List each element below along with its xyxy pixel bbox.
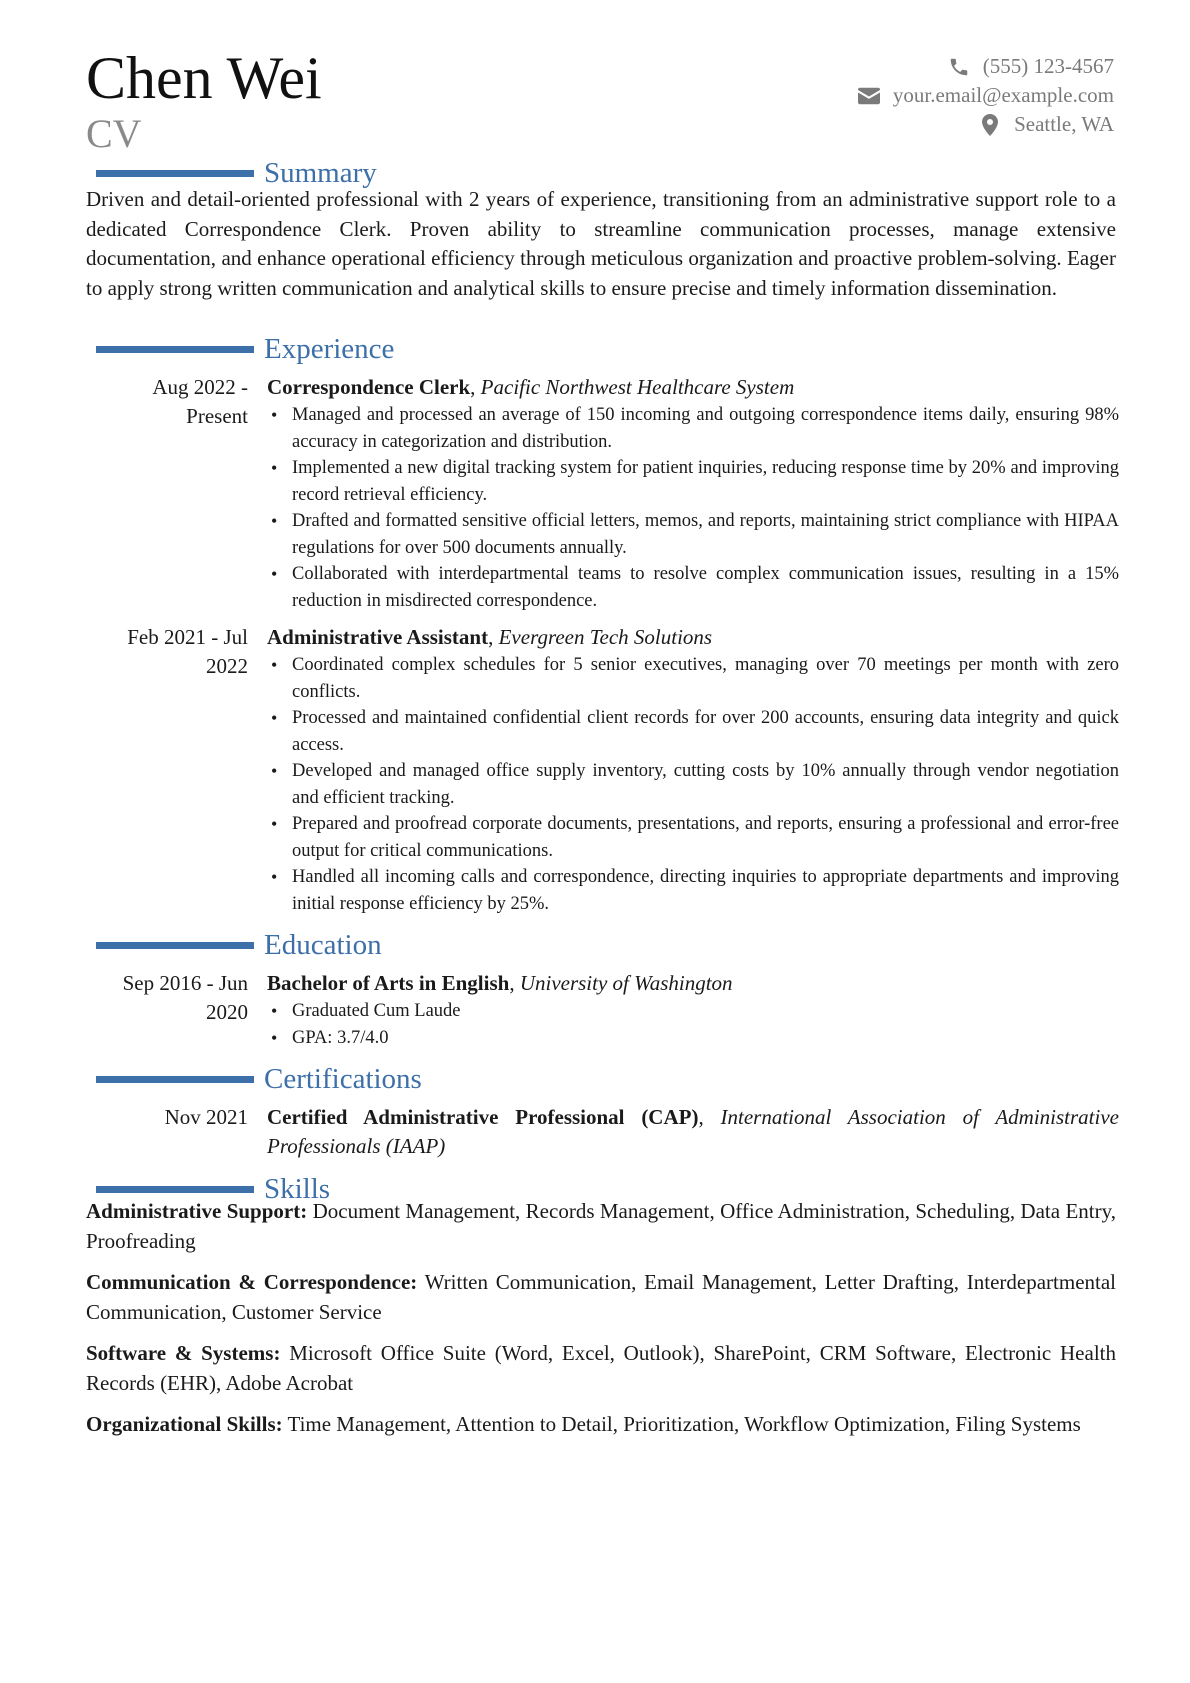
contact-email (694, 81, 1114, 110)
list-item: • Coordinated complex schedules for 5 senior executives, managing over 70 meetings per month with zero conflicts. (267, 652, 1119, 705)
section-title: Certifications (264, 1063, 422, 1095)
skill-group (86, 1197, 1116, 1256)
section-title: Summary (264, 157, 377, 189)
certification-title: Certified Administrative Professional (CAP) (267, 1105, 699, 1129)
entry-date: Aug 2022 - Present (152, 375, 248, 428)
entry-date: Feb 2021 - Jul 2022 (127, 625, 248, 678)
list-item: • Developed and managed office supply inventory, cutting costs by 10% annually through vendor negotiation and efficient tracking. (267, 758, 1119, 811)
title-separator: , (470, 375, 481, 399)
entry-body (267, 969, 1119, 1051)
skill-items: Time Management, Attention to Detail, Prioritization, Workflow Optimization, Filing Systems (282, 1412, 1081, 1436)
list-item: • Drafted and formatted sensitive official letters, memos, and reports, maintaining strict compliance with HIPAA regulations for over 500 documents annually. (267, 508, 1119, 561)
summary-text: Driven and detail-oriented professional with 2 years of experience, transitioning from an administrative support role to a dedicated Correspondence Clerk. Proven ability to streamline communication processes, manage extensive documentation, and enhance operational efficiency through meticulous organization and proactive problem-solving. Eager to apply strong written communication and analytical skills to ensure precise and timely information dissemination. (86, 187, 1116, 300)
skill-category: Administrative Support: (86, 1199, 308, 1223)
section-divider (96, 1076, 254, 1083)
contact-block (694, 52, 1114, 139)
title-separator: , (488, 625, 499, 649)
list-item: • Graduated Cum Laude (267, 998, 1119, 1025)
certifications-heading (96, 1061, 422, 1097)
entry-title (267, 1103, 1119, 1161)
entry-date: Nov 2021 (164, 1105, 248, 1129)
section-title: Education (264, 929, 382, 961)
list-item: • Implemented a new digital tracking system for patient inquiries, reducing response time by 20% and improving record retrieval efficiency. (267, 455, 1119, 508)
job-title: Administrative Assistant (267, 625, 489, 649)
email-address[interactable]: your.email@example.com (892, 83, 1114, 107)
skills-list (86, 1197, 1116, 1452)
organization: Pacific Northwest Healthcare System (480, 375, 795, 399)
section-divider (96, 170, 254, 177)
list-item: • Handled all incoming calls and correspondence, directing inquiries to appropriate departments and improving initial response efficiency by 25%. (267, 864, 1119, 917)
entry-body (267, 1103, 1119, 1161)
list-item: • Collaborated with interdepartmental teams to resolve complex communication issues, resulting in a 15% reduction in misdirected correspondence. (267, 561, 1119, 614)
skill-group (86, 1268, 1116, 1327)
entry-body (267, 623, 1119, 917)
entry-bullets (267, 998, 1119, 1051)
section-divider (96, 346, 254, 353)
list-item: • Managed and processed an average of 150 incoming and outgoing correspondence items daily, ensuring 98% accuracy in categorization and distribution. (267, 402, 1119, 455)
location-text: Seattle, WA (1014, 112, 1114, 136)
contact-location (694, 110, 1114, 139)
entry-title (267, 623, 1119, 652)
phone-number[interactable]: (555) 123-4567 (982, 54, 1114, 78)
title-separator: , (698, 1105, 721, 1129)
section-title: Skills (264, 1173, 331, 1205)
entry-date: Sep 2016 - Jun 2020 (122, 971, 248, 1024)
entry-body (267, 373, 1119, 614)
entry-title (267, 373, 1119, 402)
skill-items: Microsoft Office Suite (Word, Excel, Outlook), SharePoint, CRM Software, Electronic Health Records (EHR), Adobe Acrobat (86, 1341, 1116, 1395)
list-item: • GPA: 3.7/4.0 (267, 1025, 1119, 1052)
job-title: Correspondence Clerk (267, 375, 471, 399)
section-divider (96, 1186, 254, 1193)
education-heading (96, 927, 382, 963)
organization: Evergreen Tech Solutions (498, 625, 713, 649)
document-subtitle: CV (86, 111, 142, 156)
issuing-organization: International Association of Administrative Professionals (IAAP) (267, 1105, 1119, 1158)
skill-items: Written Communication, Email Management, Letter Drafting, Interdepartmental Communication, Customer Service (86, 1270, 1117, 1324)
experience-heading (96, 331, 394, 367)
entry-bullets (267, 652, 1119, 917)
phone-icon (947, 55, 971, 79)
list-item: • Prepared and proofread corporate documents, presentations, and reports, ensuring a professional and error-free output for critical communications. (267, 811, 1119, 864)
skill-group (86, 1339, 1116, 1398)
skill-category: Communication & Correspondence: (86, 1270, 418, 1294)
contact-phone (694, 52, 1114, 81)
section-divider (96, 942, 254, 949)
section-title: Experience (264, 333, 395, 365)
envelope-icon (857, 84, 881, 108)
skill-category: Organizational Skills: (86, 1412, 283, 1436)
map-pin-icon (978, 113, 1002, 137)
candidate-name: Chen Wei (86, 45, 322, 111)
entry-title (267, 969, 1119, 998)
institution: University of Washington (519, 971, 733, 995)
skill-items: Document Management, Records Management, Office Administration, Scheduling, Data Entry, Proofreading (86, 1199, 1116, 1253)
skill-category: Software & Systems: (86, 1341, 281, 1365)
list-item: • Processed and maintained confidential client records for over 200 accounts, ensuring data integrity and quick access. (267, 705, 1119, 758)
skill-group (86, 1410, 1116, 1440)
title-separator: , (509, 971, 520, 995)
entry-bullets (267, 402, 1119, 614)
degree-title: Bachelor of Arts in English (267, 971, 510, 995)
